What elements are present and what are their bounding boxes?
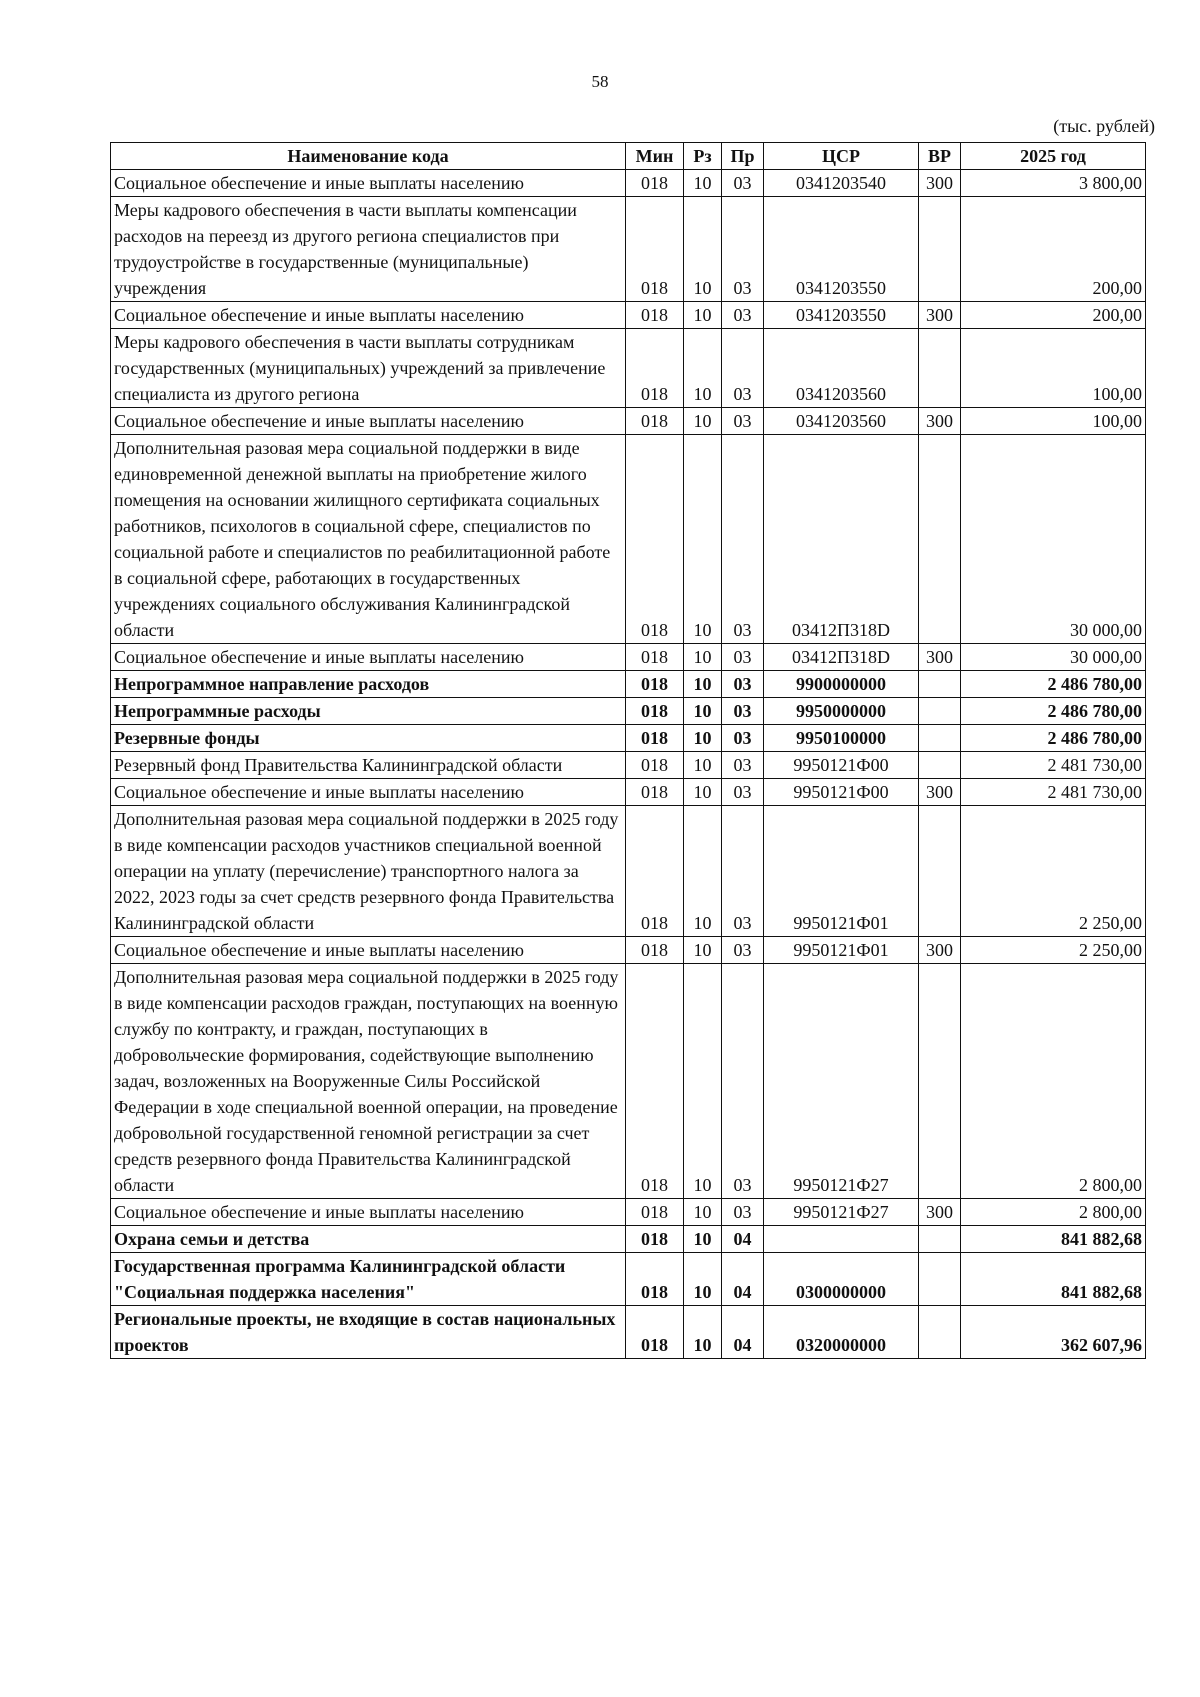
cell-vr xyxy=(919,197,961,302)
cell-name: Меры кадрового обеспечения в части выплаты сотрудникам государственных (муниципальных) учреждений за привлечение специалиста из другого региона xyxy=(111,329,626,408)
cell-csr: 9950121Ф01 xyxy=(764,937,919,964)
cell-pr: 03 xyxy=(722,1199,764,1226)
cell-sum: 362 607,96 xyxy=(961,1306,1146,1359)
cell-vr xyxy=(919,806,961,937)
cell-min: 018 xyxy=(626,197,684,302)
table-row xyxy=(111,1199,1146,1226)
cell-sum: 841 882,68 xyxy=(961,1253,1146,1306)
cell-rz: 10 xyxy=(684,725,722,752)
cell-vr: 300 xyxy=(919,302,961,329)
cell-pr: 03 xyxy=(722,806,764,937)
cell-vr xyxy=(919,698,961,725)
cell-name: Государственная программа Калининградской области "Социальная поддержка населения" xyxy=(111,1253,626,1306)
cell-min: 018 xyxy=(626,806,684,937)
header-min: Мин xyxy=(626,143,684,170)
cell-name: Дополнительная разовая мера социальной поддержки в виде единовременной денежной выплаты на приобретение жилого помещения на основании жилищного сертификата социальных работников, психологов в социальной сфере, специалистов по социальной работе и специалистов по реабилитационной работе в социальной сфере, работающих в государственных учреждениях социального обслуживания Калининградской области xyxy=(111,435,626,644)
table-row xyxy=(111,302,1146,329)
table-row xyxy=(111,170,1146,197)
cell-rz: 10 xyxy=(684,671,722,698)
table-row xyxy=(111,644,1146,671)
cell-csr: 9950121Ф27 xyxy=(764,964,919,1199)
cell-sum: 30 000,00 xyxy=(961,435,1146,644)
table-row xyxy=(111,1253,1146,1306)
cell-pr: 03 xyxy=(722,698,764,725)
cell-rz: 10 xyxy=(684,779,722,806)
cell-vr xyxy=(919,671,961,698)
cell-name: Дополнительная разовая мера социальной поддержки в 2025 году в виде компенсации расходов участников специальной военной операции на уплату (перечисление) транспортного налога за 2022, 2023 годы за счет средств резервного фонда Правительства Калининградской области xyxy=(111,806,626,937)
cell-rz: 10 xyxy=(684,644,722,671)
table-row xyxy=(111,806,1146,937)
cell-pr: 04 xyxy=(722,1226,764,1253)
cell-name: Меры кадрового обеспечения в части выплаты компенсации расходов на переезд из другого региона специалистов при трудоустройстве в государственные (муниципальные) учреждения xyxy=(111,197,626,302)
cell-min: 018 xyxy=(626,725,684,752)
cell-csr: 9950121Ф27 xyxy=(764,1199,919,1226)
header-pr: Пр xyxy=(722,143,764,170)
cell-vr xyxy=(919,752,961,779)
cell-csr: 9950100000 xyxy=(764,725,919,752)
cell-sum: 2 250,00 xyxy=(961,937,1146,964)
cell-rz: 10 xyxy=(684,698,722,725)
cell-rz: 10 xyxy=(684,1199,722,1226)
cell-min: 018 xyxy=(626,1306,684,1359)
cell-rz: 10 xyxy=(684,408,722,435)
cell-pr: 03 xyxy=(722,435,764,644)
cell-min: 018 xyxy=(626,752,684,779)
cell-sum: 2 481 730,00 xyxy=(961,752,1146,779)
cell-csr: 03412П318D xyxy=(764,435,919,644)
cell-rz: 10 xyxy=(684,964,722,1199)
cell-sum: 3 800,00 xyxy=(961,170,1146,197)
cell-csr: 0341203550 xyxy=(764,197,919,302)
cell-pr: 03 xyxy=(722,671,764,698)
cell-vr xyxy=(919,725,961,752)
cell-csr: 0320000000 xyxy=(764,1306,919,1359)
header-rz: Рз xyxy=(684,143,722,170)
cell-name: Региональные проекты, не входящие в состав национальных проектов xyxy=(111,1306,626,1359)
cell-vr xyxy=(919,1226,961,1253)
cell-sum: 200,00 xyxy=(961,197,1146,302)
units-label: (тыс. рублей) xyxy=(1053,116,1155,136)
table-row xyxy=(111,937,1146,964)
table-header-row xyxy=(111,143,1146,170)
table-row xyxy=(111,725,1146,752)
cell-sum: 30 000,00 xyxy=(961,644,1146,671)
cell-pr: 03 xyxy=(722,329,764,408)
cell-vr xyxy=(919,435,961,644)
cell-vr: 300 xyxy=(919,644,961,671)
cell-sum: 100,00 xyxy=(961,408,1146,435)
cell-rz: 10 xyxy=(684,1253,722,1306)
table-row xyxy=(111,435,1146,644)
cell-name: Охрана семьи и детства xyxy=(111,1226,626,1253)
cell-sum: 2 250,00 xyxy=(961,806,1146,937)
cell-min: 018 xyxy=(626,1253,684,1306)
cell-min: 018 xyxy=(626,671,684,698)
cell-csr: 9900000000 xyxy=(764,671,919,698)
cell-sum: 841 882,68 xyxy=(961,1226,1146,1253)
cell-name: Дополнительная разовая мера социальной поддержки в 2025 году в виде компенсации расходов граждан, поступающих на военную службу по контракту, и граждан, поступающих в добровольческие формирования, содействующие выполнению задач, возложенных на Вооруженные Силы Российской Федерации в ходе специальной военной операции, на проведение добровольной государственной геномной регистрации за счет средств резервного фонда Правительства Калининградской области xyxy=(111,964,626,1199)
cell-vr: 300 xyxy=(919,779,961,806)
cell-name: Непрограммные расходы xyxy=(111,698,626,725)
cell-sum: 200,00 xyxy=(961,302,1146,329)
cell-pr: 03 xyxy=(722,408,764,435)
cell-csr: 03412П318D xyxy=(764,644,919,671)
cell-rz: 10 xyxy=(684,1306,722,1359)
table-row xyxy=(111,779,1146,806)
cell-name: Резервный фонд Правительства Калининградской области xyxy=(111,752,626,779)
table-row xyxy=(111,197,1146,302)
cell-rz: 10 xyxy=(684,752,722,779)
cell-rz: 10 xyxy=(684,937,722,964)
cell-csr: 0300000000 xyxy=(764,1253,919,1306)
table-body xyxy=(111,170,1146,1359)
cell-min: 018 xyxy=(626,435,684,644)
header-year: 2025 год xyxy=(961,143,1146,170)
cell-sum: 2 486 780,00 xyxy=(961,698,1146,725)
table-row xyxy=(111,1226,1146,1253)
cell-min: 018 xyxy=(626,644,684,671)
cell-pr: 04 xyxy=(722,1253,764,1306)
cell-min: 018 xyxy=(626,1226,684,1253)
table-row xyxy=(111,408,1146,435)
cell-name: Социальное обеспечение и иные выплаты населению xyxy=(111,779,626,806)
cell-csr xyxy=(764,1226,919,1253)
cell-name: Социальное обеспечение и иные выплаты населению xyxy=(111,644,626,671)
cell-name: Социальное обеспечение и иные выплаты населению xyxy=(111,170,626,197)
cell-csr: 9950121Ф00 xyxy=(764,752,919,779)
header-name: Наименование кода xyxy=(111,143,626,170)
cell-csr: 0341203550 xyxy=(764,302,919,329)
cell-name: Социальное обеспечение и иные выплаты населению xyxy=(111,1199,626,1226)
cell-pr: 03 xyxy=(722,302,764,329)
header-csr: ЦСР xyxy=(764,143,919,170)
cell-csr: 9950000000 xyxy=(764,698,919,725)
cell-sum: 2 800,00 xyxy=(961,1199,1146,1226)
cell-pr: 03 xyxy=(722,197,764,302)
cell-pr: 04 xyxy=(722,1306,764,1359)
cell-sum: 2 486 780,00 xyxy=(961,671,1146,698)
cell-vr: 300 xyxy=(919,170,961,197)
cell-csr: 0341203560 xyxy=(764,329,919,408)
cell-min: 018 xyxy=(626,1199,684,1226)
cell-min: 018 xyxy=(626,329,684,408)
cell-sum: 2 800,00 xyxy=(961,964,1146,1199)
cell-csr: 9950121Ф01 xyxy=(764,806,919,937)
cell-pr: 03 xyxy=(722,752,764,779)
cell-csr: 9950121Ф00 xyxy=(764,779,919,806)
table-row xyxy=(111,1306,1146,1359)
cell-rz: 10 xyxy=(684,302,722,329)
page-number: 58 xyxy=(591,72,609,91)
cell-rz: 10 xyxy=(684,806,722,937)
cell-rz: 10 xyxy=(684,197,722,302)
cell-min: 018 xyxy=(626,779,684,806)
cell-pr: 03 xyxy=(722,964,764,1199)
cell-sum: 100,00 xyxy=(961,329,1146,408)
cell-min: 018 xyxy=(626,408,684,435)
table-row xyxy=(111,698,1146,725)
table-row xyxy=(111,671,1146,698)
cell-vr xyxy=(919,1306,961,1359)
cell-vr xyxy=(919,1253,961,1306)
cell-rz: 10 xyxy=(684,435,722,644)
cell-name: Социальное обеспечение и иные выплаты населению xyxy=(111,302,626,329)
cell-rz: 10 xyxy=(684,1226,722,1253)
table-row xyxy=(111,964,1146,1199)
cell-pr: 03 xyxy=(722,779,764,806)
cell-name: Резервные фонды xyxy=(111,725,626,752)
cell-min: 018 xyxy=(626,170,684,197)
cell-vr xyxy=(919,329,961,408)
cell-vr: 300 xyxy=(919,937,961,964)
cell-sum: 2 486 780,00 xyxy=(961,725,1146,752)
cell-min: 018 xyxy=(626,964,684,1199)
cell-vr: 300 xyxy=(919,1199,961,1226)
cell-csr: 0341203560 xyxy=(764,408,919,435)
cell-vr: 300 xyxy=(919,408,961,435)
cell-csr: 0341203540 xyxy=(764,170,919,197)
cell-vr xyxy=(919,964,961,1199)
cell-pr: 03 xyxy=(722,170,764,197)
cell-pr: 03 xyxy=(722,937,764,964)
cell-name: Социальное обеспечение и иные выплаты населению xyxy=(111,408,626,435)
header-vr: ВР xyxy=(919,143,961,170)
cell-rz: 10 xyxy=(684,329,722,408)
cell-min: 018 xyxy=(626,698,684,725)
cell-rz: 10 xyxy=(684,170,722,197)
cell-min: 018 xyxy=(626,302,684,329)
cell-pr: 03 xyxy=(722,644,764,671)
table-row xyxy=(111,329,1146,408)
cell-name: Непрограммное направление расходов xyxy=(111,671,626,698)
cell-min: 018 xyxy=(626,937,684,964)
budget-table xyxy=(110,142,1146,1359)
cell-sum: 2 481 730,00 xyxy=(961,779,1146,806)
table-row xyxy=(111,752,1146,779)
cell-name: Социальное обеспечение и иные выплаты населению xyxy=(111,937,626,964)
cell-pr: 03 xyxy=(722,725,764,752)
